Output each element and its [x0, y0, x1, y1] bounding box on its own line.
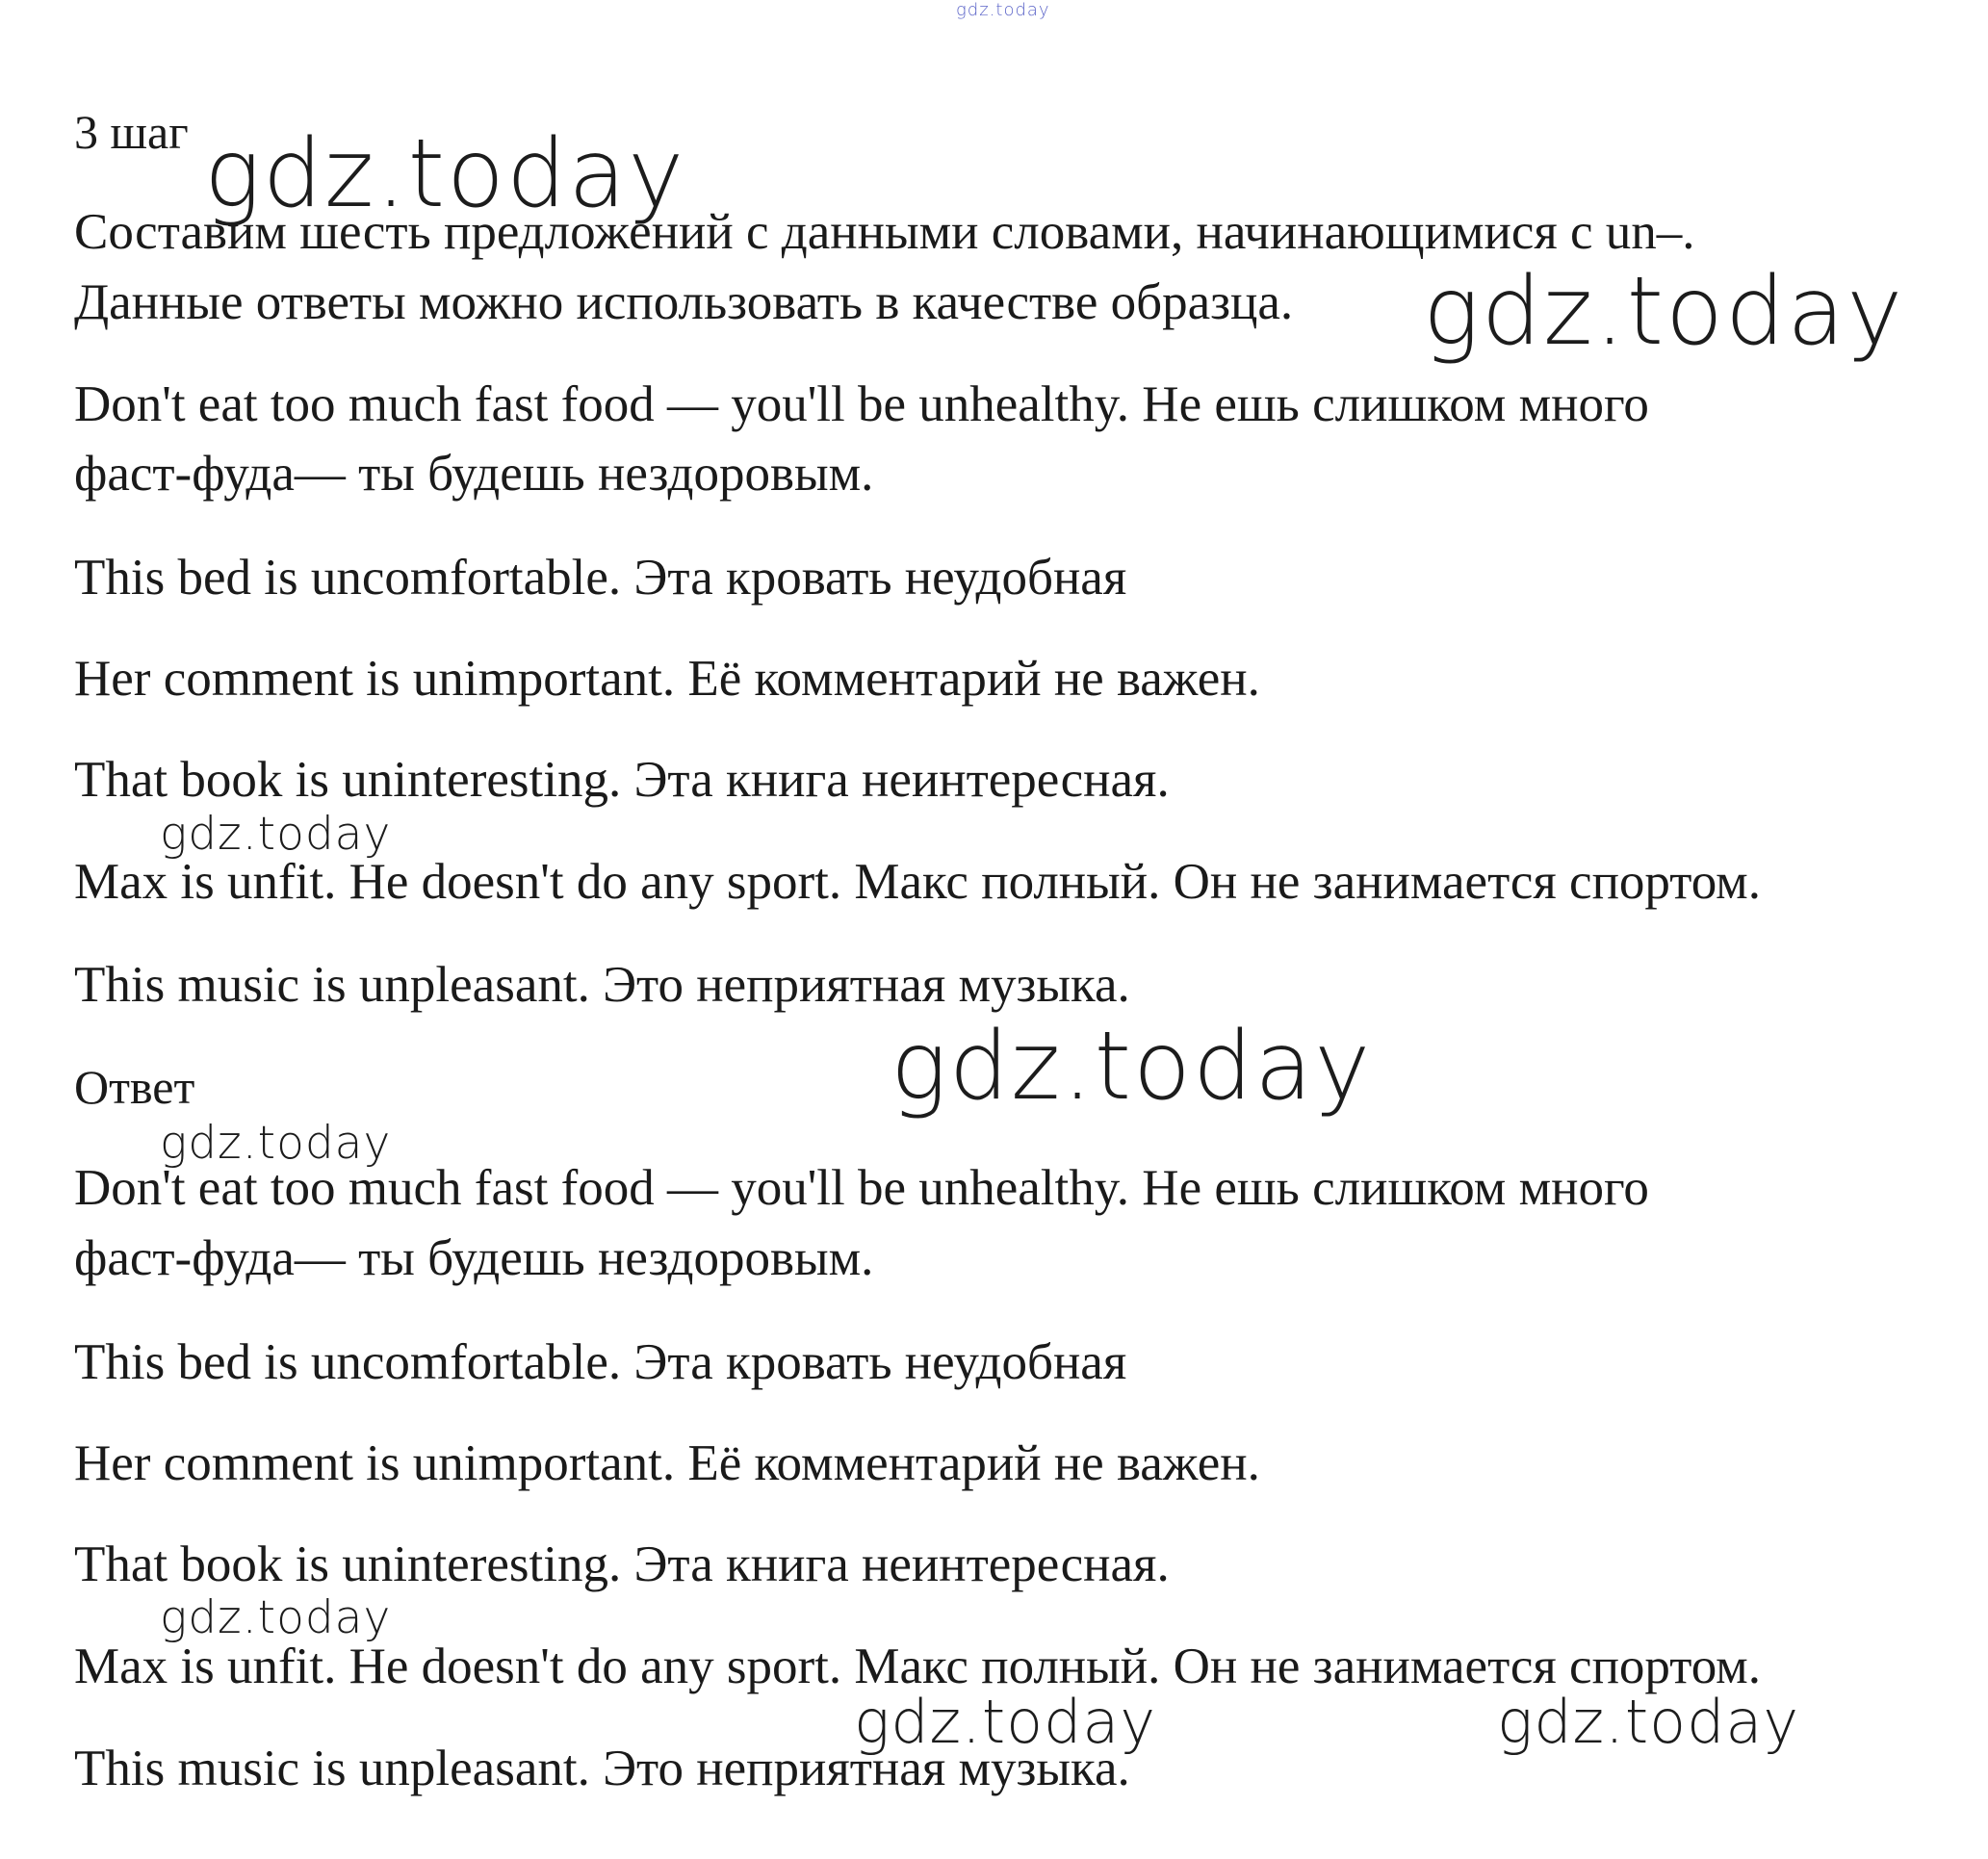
answer-line: Don't eat too much fast food — you'll be unhealthy. Не ешь слишком много	[74, 1160, 1649, 1216]
sentence-line: That book is uninteresting. Эта книга неинтересная.	[74, 752, 1170, 808]
watermark: gdz.today	[891, 1012, 1373, 1122]
answer-line: This music is unpleasant. Это неприятная музыка.	[74, 1741, 1130, 1796]
sentence-line: Her comment is unimportant. Её комментарий не важен.	[74, 651, 1260, 707]
watermark: gdz.today	[1497, 1687, 1800, 1757]
sentence-line: This bed is uncomfortable. Эта кровать неудобная	[74, 550, 1127, 606]
watermark: gdz.today	[204, 119, 686, 229]
answer-line: фаст-фуда— ты будешь нездоровым.	[74, 1230, 874, 1286]
step-title: 3 шаг	[74, 105, 189, 159]
sentence-line: Max is unfit. He doesn't do any sport. Макс полный. Он не занимается спортом.	[74, 854, 1761, 910]
answer-line: This bed is uncomfortable. Эта кровать неудобная	[74, 1334, 1127, 1390]
watermark: gdz.today	[1423, 257, 1905, 367]
sentence-line: Don't eat too much fast food — you'll be unhealthy. Не ешь слишком много	[74, 376, 1649, 432]
answer-line: Her comment is unimportant. Её комментарий не важен.	[74, 1435, 1260, 1491]
watermark: gdz.today	[854, 1687, 1157, 1757]
watermark: gdz.today	[160, 1591, 392, 1644]
answer-line: That book is uninteresting. Эта книга неинтересная.	[74, 1536, 1170, 1592]
watermark: gdz.today	[160, 1117, 392, 1170]
sentence-line: фаст-фуда— ты будешь нездоровым.	[74, 446, 874, 502]
intro-line: Составим шесть предложений с данными словами, начинающимися с un–.	[74, 204, 1695, 260]
answer-line: Max is unfit. He doesn't do any sport. Макс полный. Он не занимается спортом.	[74, 1639, 1761, 1694]
sentence-line: This music is unpleasant. Это неприятная музыка.	[74, 957, 1130, 1013]
watermark-top: gdz.today	[956, 0, 1050, 20]
intro-line: Данные ответы можно использовать в качестве образца.	[74, 274, 1294, 330]
answer-title: Ответ	[74, 1060, 195, 1114]
watermark: gdz.today	[160, 808, 392, 861]
